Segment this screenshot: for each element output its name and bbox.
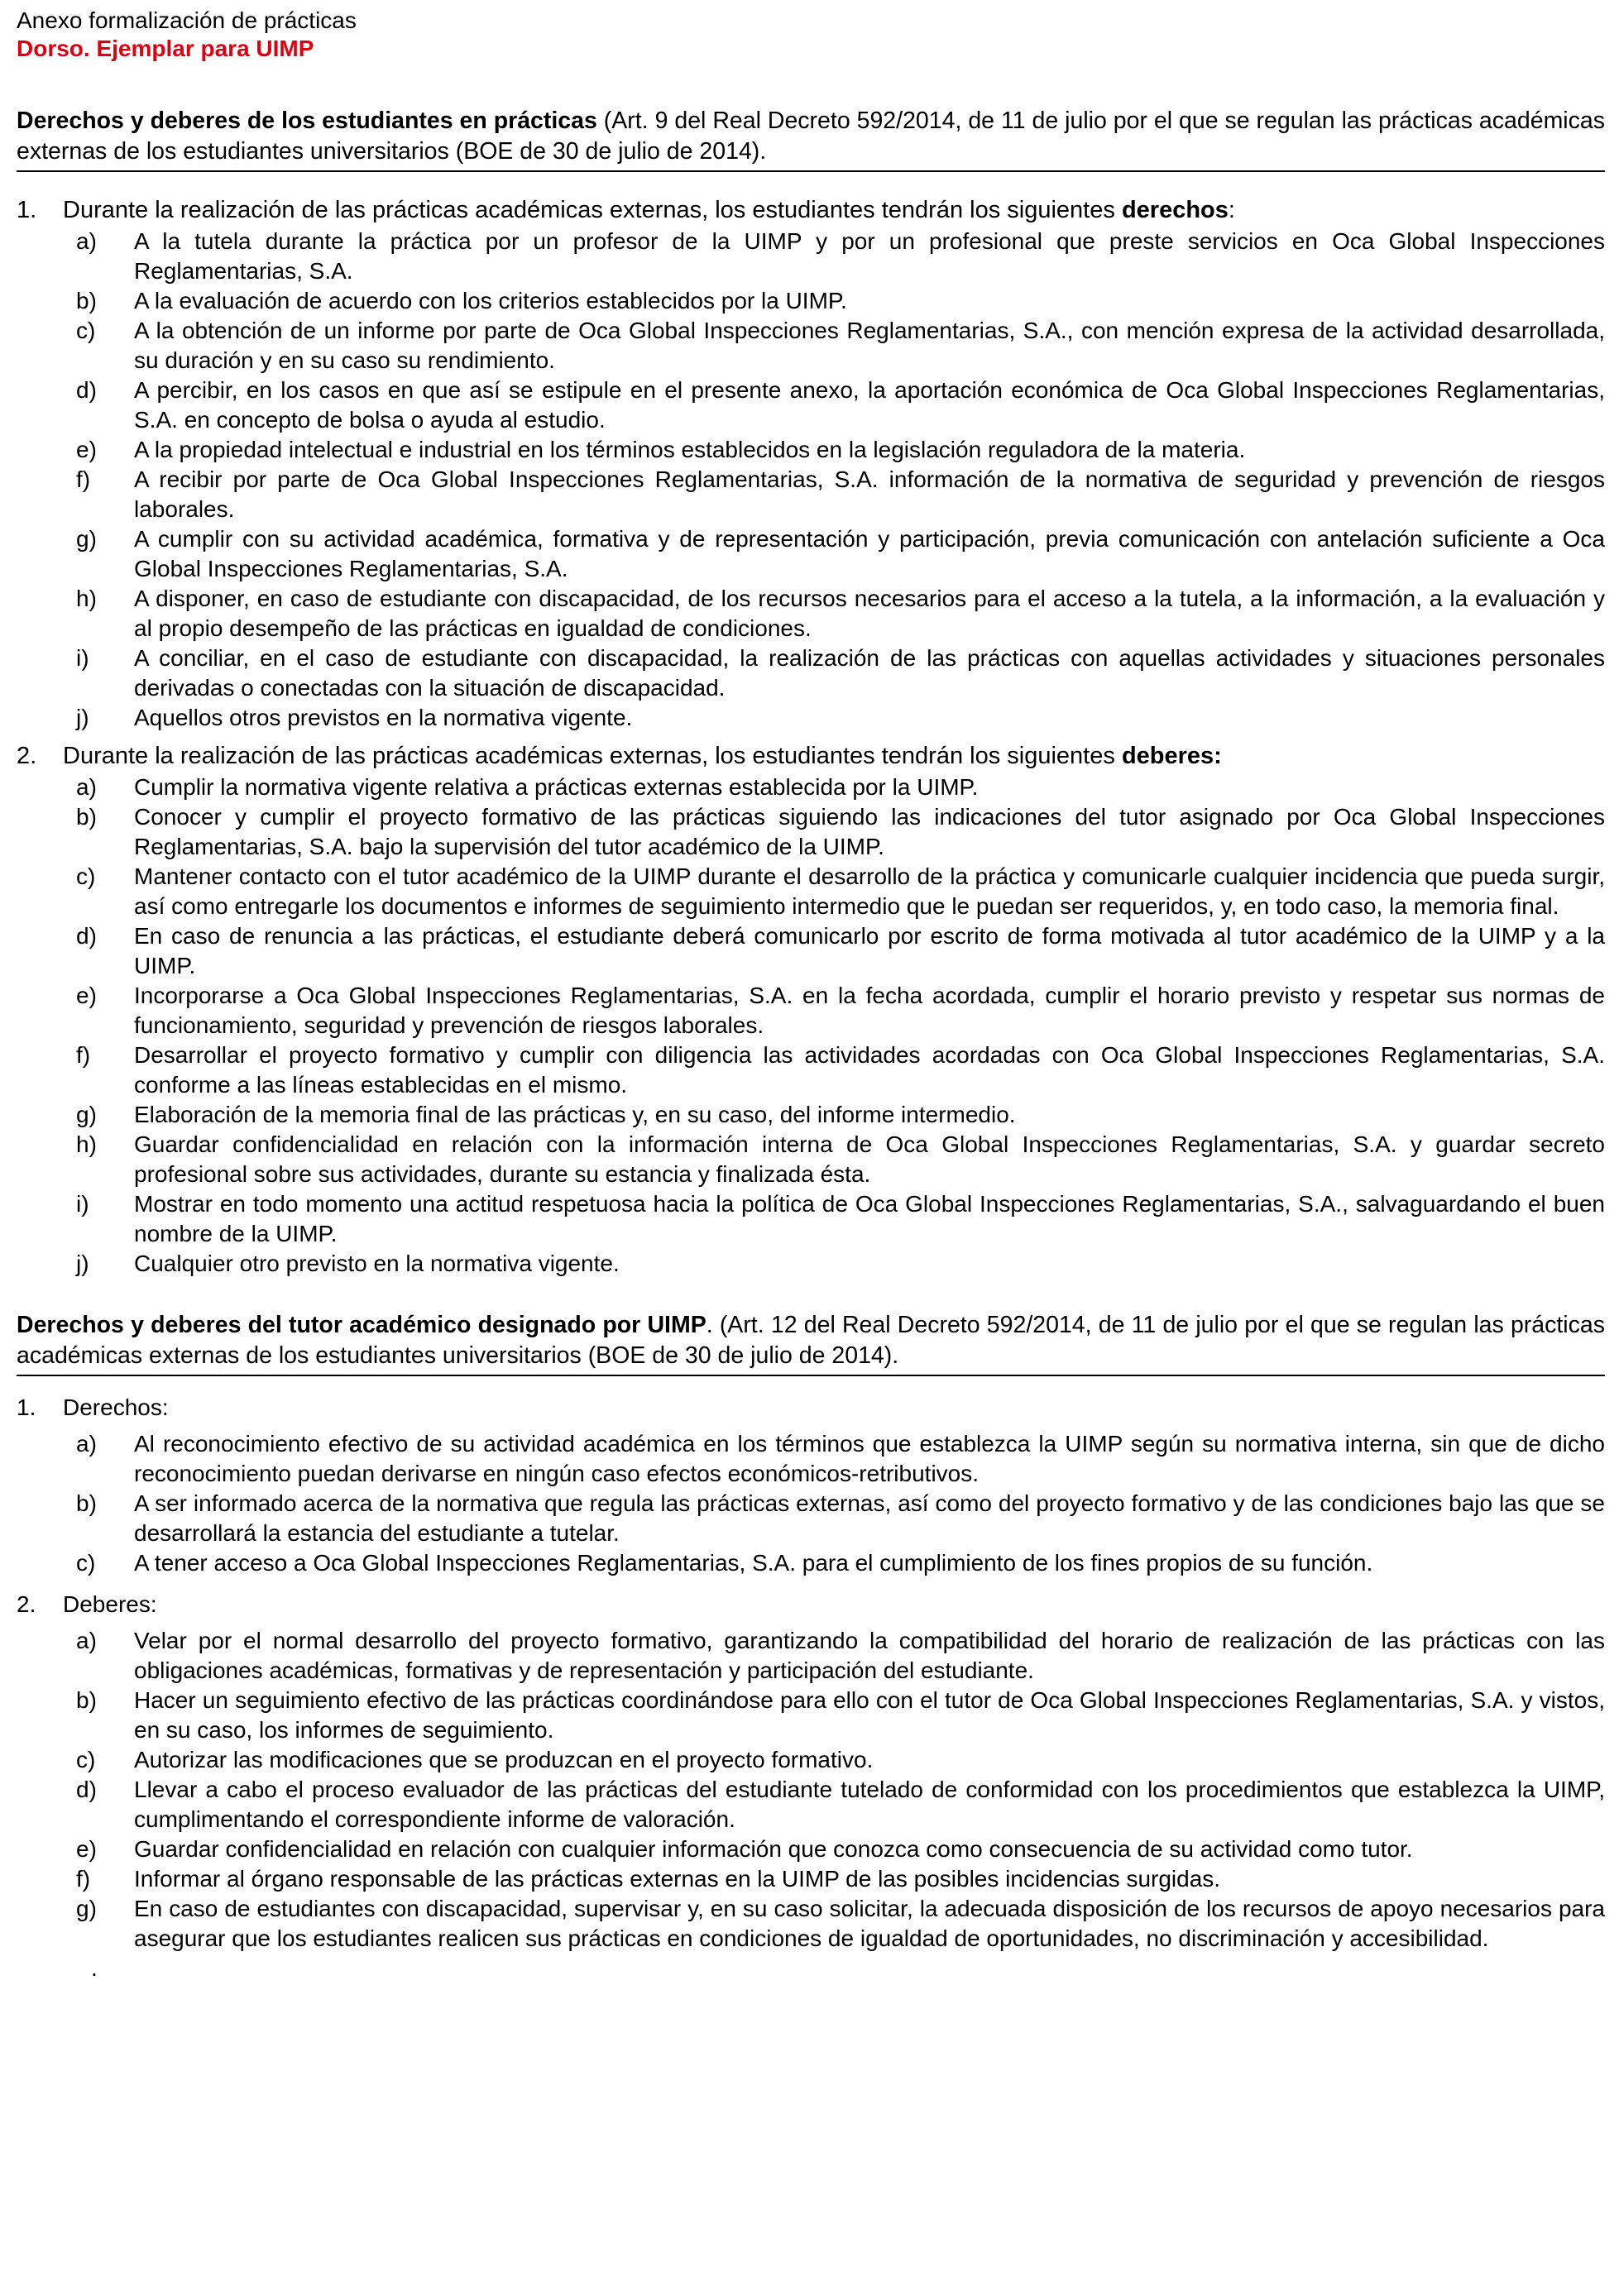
item-letter: b) (76, 804, 97, 830)
item-text: A la evaluación de acuerdo con los criterios establecidos por la UIMP. (134, 288, 847, 313)
item-letter: a) (76, 228, 97, 254)
item-text: Velar por el normal desarrollo del proyecto formativo, garantizando la compatibilidad del horario de realización de las prácticas con las obligaciones académicas, formativas y de representación y participación del estudiante. (134, 1628, 1605, 1683)
item-letter: c) (76, 863, 96, 889)
intro-text: Durante la realización de las prácticas académicas externas, los estudiantes tendrán los siguientes (63, 197, 1122, 223)
list-item (76, 1189, 1605, 1249)
item-text: Mostrar en todo momento una actitud respetuosa hacia la política de Oca Global Inspecciones Reglamentarias, S.A., salvaguardando el buen nombre de la UIMP. (134, 1191, 1605, 1246)
intro-end: : (1228, 197, 1235, 223)
students-duties-intro (17, 741, 1605, 771)
item-text: A percibir, en los casos en que así se estipule en el presente anexo, la aportación económica de Oca Global Inspecciones Reglamentarias, S.A. en concepto de bolsa o ayuda al estudio. (134, 377, 1605, 433)
item-text: Hacer un seguimiento efectivo de las prácticas coordinándose para ello con el tutor de Oca Global Inspecciones Reglamentarias, S.A. y vistos, en su caso, los informes de seguimiento. (134, 1687, 1605, 1743)
item-letter: a) (76, 1431, 97, 1457)
list-item (76, 435, 1605, 465)
item-text: Guardar confidencialidad en relación con la información interna de Oca Global Inspecciones Reglamentarias, S.A. y guardar secreto profesional sobre sus actividades, durante su estancia y finalizada ésta. (134, 1131, 1605, 1187)
students-rights-list (76, 227, 1605, 733)
item-letter: c) (76, 318, 96, 343)
item-text: A disponer, en caso de estudiante con discapacidad, de los recursos necesarios para el acceso a la tutela, a la información, a la evaluación y al propio desempeño de las prácticas en igualdad de condiciones. (134, 586, 1605, 641)
list-number: 2. (17, 743, 37, 769)
item-text: Mantener contacto con el tutor académico de la UIMP durante el desarrollo de la práctica y comunicarle cualquier incidencia que pueda surgir, así como entregarle los documentos e informes de seguimiento intermedio que le puedan ser requeridos, y, en todo caso, la memoria final. (134, 863, 1605, 919)
list-number: 2. (17, 1591, 36, 1617)
tutor-rights-list (76, 1429, 1605, 1578)
document-title: Anexo formalización de prácticas (17, 7, 357, 33)
students-duties-block (17, 741, 1605, 1279)
item-letter: i) (76, 1191, 89, 1217)
item-text: Cumplir la normativa vigente relativa a prácticas externas establecida por la UIMP. (134, 774, 979, 800)
item-text: Al reconocimiento efectivo de su actividad académica en los términos que establezca la UIMP según su normativa interna, sin que de dicho reconocimiento puedan derivarse en ningún caso efectos económicos-retributivos. (134, 1431, 1605, 1486)
item-letter: i) (76, 645, 89, 671)
students-rights-intro (17, 195, 1605, 225)
list-item (76, 1686, 1605, 1745)
list-item (76, 643, 1605, 703)
students-heading-bold: Derechos y deberes de los estudiantes en prácticas (17, 108, 597, 134)
list-item (76, 286, 1605, 316)
item-letter: d) (76, 923, 97, 949)
label-text: Deberes: (63, 1591, 157, 1617)
intro-text: Durante la realización de las prácticas académicas externas, los estudiantes tendrán los siguientes (63, 743, 1122, 769)
item-letter: j) (76, 705, 89, 730)
item-letter: h) (76, 586, 97, 611)
students-rights-block (17, 195, 1605, 733)
item-text: Aquellos otros previstos en la normativa vigente. (134, 705, 633, 730)
item-letter: b) (76, 1490, 97, 1516)
item-text: Incorporarse a Oca Global Inspecciones Reglamentarias, S.A. en la fecha acordada, cumplir el horario previsto y respetar sus normas de funcionamiento, seguridad y prevención de riesgos laborales. (134, 983, 1605, 1038)
list-item (76, 584, 1605, 643)
list-item (76, 524, 1605, 584)
list-item (76, 981, 1605, 1040)
list-item (76, 703, 1605, 733)
item-letter: f) (76, 466, 91, 492)
item-letter: f) (76, 1042, 91, 1068)
list-item (76, 1249, 1605, 1279)
tutor-duties-list (76, 1626, 1605, 1954)
tutor-rights-block (17, 1393, 1605, 1578)
students-duties-list (76, 773, 1605, 1279)
list-item (76, 465, 1605, 524)
item-letter: d) (76, 377, 97, 403)
item-letter: b) (76, 1687, 97, 1713)
list-item (76, 1894, 1605, 1954)
tutor-heading-bold: Derechos y deberes del tutor académico designado por UIMP (17, 1312, 707, 1338)
list-item (76, 1745, 1605, 1775)
item-text: A recibir por parte de Oca Global Inspecciones Reglamentarias, S.A. información de la normativa de seguridad y prevención de riesgos laborales. (134, 466, 1605, 522)
list-number: 1. (17, 197, 37, 223)
item-text: Autorizar las modificaciones que se produzcan en el proyecto formativo. (134, 1747, 874, 1772)
item-letter: e) (76, 437, 97, 462)
list-item (76, 1834, 1605, 1864)
list-item (76, 862, 1605, 921)
item-text: Conocer y cumplir el proyecto formativo de las prácticas siguiendo las indicaciones del tutor asignado por Oca Global Inspecciones Reglamentarias, S.A. bajo la supervisión del tutor académico de la UIMP. (134, 804, 1605, 859)
document-page (17, 7, 1605, 1983)
label-text: Derechos: (63, 1394, 169, 1420)
students-section-heading (17, 106, 1605, 172)
item-text: A cumplir con su actividad académica, formativa y de representación y participación, previa comunicación con antelación suficiente a Oca Global Inspecciones Reglamentarias, S.A. (134, 526, 1605, 581)
item-text: A tener acceso a Oca Global Inspecciones Reglamentarias, S.A. para el cumplimiento de los fines propios de su función. (134, 1550, 1373, 1576)
item-letter: g) (76, 1102, 97, 1127)
item-letter: d) (76, 1777, 97, 1802)
tutor-duties-label (17, 1590, 1605, 1619)
item-letter: e) (76, 983, 97, 1008)
list-item (76, 1040, 1605, 1100)
tutor-duties-block (17, 1590, 1605, 1954)
item-text: En caso de estudiantes con discapacidad, supervisar y, en su caso solicitar, la adecuada disposición de los recursos de apoyo necesarios para asegurar que los estudiantes realicen sus prácticas en condiciones de igualdad de oportunidades, no discriminación y accesibilidad. (134, 1896, 1605, 1951)
list-item (76, 1429, 1605, 1489)
list-item (76, 227, 1605, 286)
list-item (76, 921, 1605, 981)
item-text: A la propiedad intelectual e industrial en los términos establecidos en la legislación reguladora de la materia. (134, 437, 1246, 462)
item-text: Llevar a cabo el proceso evaluador de las prácticas del estudiante tutelado de conformidad con los procedimientos que establezca la UIMP, cumplimentando el correspondiente informe de valoración. (134, 1777, 1605, 1832)
list-item (76, 1130, 1605, 1189)
item-letter: g) (76, 1896, 97, 1921)
tutor-rights-label (17, 1393, 1605, 1423)
item-text: Desarrollar el proyecto formativo y cumplir con diligencia las actividades acordadas con Oca Global Inspecciones Reglamentarias, S.A. conforme a las líneas establecidas en el mismo. (134, 1042, 1605, 1098)
list-number: 1. (17, 1394, 36, 1420)
list-item (76, 1548, 1605, 1578)
item-text: A conciliar, en el caso de estudiante con discapacidad, la realización de las prácticas con aquellas actividades y situaciones personales derivadas o conectadas con la situación de discapacidad. (134, 645, 1605, 701)
tutor-heading-rest: . (Art. 12 del Real Decreto 592/2014, de 11 de julio por el que se regulan las prácticas académicas externas de los estudiantes universitarios (BOE de 30 de julio de 2014). (17, 1312, 1605, 1369)
item-letter: f) (76, 1866, 91, 1892)
intro-bold: deberes: (1121, 743, 1222, 769)
list-item (76, 316, 1605, 375)
item-text: Guardar confidencialidad en relación con cualquier información que conozca como consecuencia de su actividad como tutor. (134, 1836, 1413, 1862)
list-item (76, 773, 1605, 802)
item-letter: c) (76, 1550, 96, 1576)
list-item (76, 1489, 1605, 1548)
list-item (76, 802, 1605, 862)
item-letter: a) (76, 1628, 97, 1653)
list-item (76, 1626, 1605, 1686)
item-letter: g) (76, 526, 97, 552)
trailing-dot: . (91, 1955, 98, 1981)
item-text: Cualquier otro previsto en la normativa vigente. (134, 1251, 620, 1276)
item-text: A ser informado acerca de la normativa que regula las prácticas externas, así como del proyecto formativo y de las condiciones bajo las que se desarrollará la estancia del estudiante a tutelar. (134, 1490, 1605, 1546)
list-item (76, 1100, 1605, 1130)
list-item (76, 375, 1605, 435)
item-letter: e) (76, 1836, 97, 1862)
document-subtitle: Dorso. Ejemplar para UIMP (17, 36, 314, 61)
item-letter: j) (76, 1251, 89, 1276)
intro-bold: derechos (1121, 197, 1229, 223)
list-item (76, 1775, 1605, 1834)
item-text: A la obtención de un informe por parte de Oca Global Inspecciones Reglamentarias, S.A., con mención expresa de la actividad desarrollada, su duración y en su caso su rendimiento. (134, 318, 1605, 373)
item-text: Informar al órgano responsable de las prácticas externas en la UIMP de las posibles incidencias surgidas. (134, 1866, 1221, 1892)
item-letter: c) (76, 1747, 96, 1772)
item-text: En caso de renuncia a las prácticas, el estudiante deberá comunicarlo por escrito de forma motivada al tutor académico de la UIMP y a la UIMP. (134, 923, 1605, 978)
item-text: Elaboración de la memoria final de las prácticas y, en su caso, del informe intermedio. (134, 1102, 1016, 1127)
item-letter: h) (76, 1131, 97, 1157)
students-heading-rest: (Art. 9 del Real Decreto 592/2014, de 11 de julio por el que se regulan las prácticas académicas externas de los estudiantes universitarios (BOE de 30 de julio de 2014). (17, 108, 1605, 165)
list-item (76, 1864, 1605, 1894)
item-letter: a) (76, 774, 97, 800)
item-text: A la tutela durante la práctica por un profesor de la UIMP y por un profesional que preste servicios en Oca Global Inspecciones Reglamentarias, S.A. (134, 228, 1605, 284)
tutor-section-heading (17, 1310, 1605, 1376)
item-letter: b) (76, 288, 97, 313)
